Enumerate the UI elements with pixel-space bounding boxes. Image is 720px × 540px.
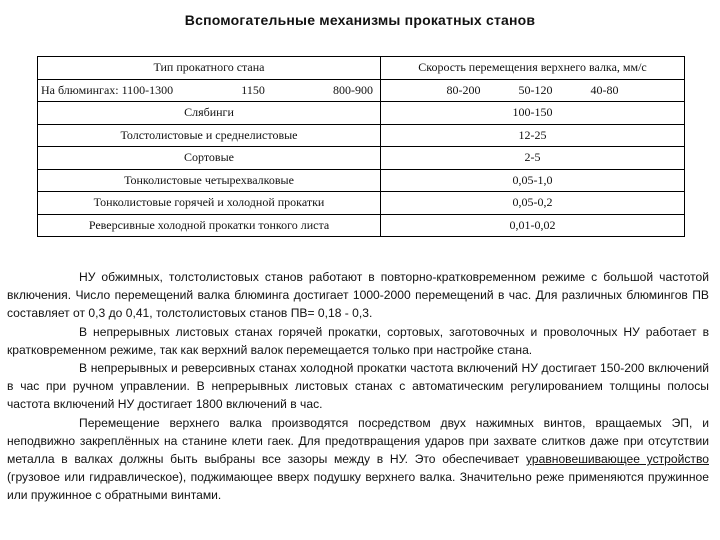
mill-type-cell: Тонколистовые горячей и холодной прокатки [38, 192, 381, 215]
speed-cell: 0,01-0,02 [381, 214, 685, 237]
balancing-device-term: уравновешивающее устройство [525, 452, 709, 467]
blooming-label: На блюмингах: 1100-1300 [41, 82, 174, 97]
speed-cell: 100-150 [381, 102, 685, 125]
blooming-value-3: 800-900 [332, 82, 373, 97]
table-row [38, 147, 685, 170]
mill-type-cell: Сортовые [38, 147, 381, 170]
blooming-speed-3: 40-80 [590, 82, 619, 97]
speed-cell: 0,05-1,0 [381, 169, 685, 192]
paragraph-screw-drive-start: Перемещение верхнего валка производятся посредством двух нажимных винтов, вращаемых ЭП, и неподвижно закреплённых на станине клети гаек. Для предотвращения ударов при захвате слитков даже при отсутствии металла в валках должны быть выбраны все зазоры между в НУ. Это обеспечивает [7, 415, 709, 467]
paragraph-screw-drive [7, 414, 709, 505]
table-header-row [38, 57, 685, 80]
table-row [38, 214, 685, 237]
paragraph-duty-cycle: НУ обжимных, толстолистовых станов работают в повторно-кратковременном режиме с большой частотой включения. Число перемещений валка блюминга достигает 1000-2000 перемещений в час. Для различных блюмингов ПВ составляет от 0,3 до 0,41, толстолистовых станов ПВ= 0,18 - 0,3. [7, 270, 709, 321]
table-row [38, 192, 685, 215]
mill-type-cell: Тонколистовые четырехвалковые [38, 169, 381, 192]
header-mill-type: Тип прокатного стана [38, 57, 381, 80]
speed-cell: 0,05-0,2 [381, 192, 685, 215]
blooming-value-2: 1150 [241, 82, 265, 97]
body-text [7, 268, 709, 505]
mill-type-cell: Толстолистовые и среднелистовые [38, 124, 381, 147]
speed-cell: 12-25 [381, 124, 685, 147]
table-row [38, 124, 685, 147]
table-row [38, 169, 685, 192]
paragraph-cold-rolling: В непрерывных и реверсивных станах холодной прокатки частота включений НУ достигает 150-200 включений в час при ручном управлении. В непрерывных листовых станах с автоматическим регулированием толщины полосы частота включений НУ достигает 1800 включений в час. [7, 361, 709, 412]
rolling-mill-speed-table [37, 56, 685, 237]
table-row [38, 102, 685, 125]
mill-type-cell: Слябинги [38, 102, 381, 125]
blooming-speed-2: 50-120 [518, 82, 553, 97]
blooming-cell [38, 79, 381, 102]
table-row-blooming [38, 79, 685, 102]
blooming-speed-cell [381, 79, 685, 102]
paragraph-continuous-hot: В непрерывных листовых станах горячей прокатки, сортовых, заготовочных и проволочных НУ работает в кратковременном режиме, так как верхний валок перемещается только при настройке стана. [7, 324, 709, 357]
speed-cell: 2-5 [381, 147, 685, 170]
mill-type-cell: Реверсивные холодной прокатки тонкого листа [38, 214, 381, 237]
paragraph-screw-drive-end: (грузовое или гидравлическое), поджимающее вверх подушку верхнего валка. Значительно реже применяются пружинное или пружинное с обратными винтами. [7, 470, 709, 503]
header-roll-speed: Скорость перемещения верхнего валка, мм/с [381, 57, 685, 80]
page-title: Вспомогательные механизмы прокатных станов [184, 12, 536, 28]
blooming-speed-1: 80-200 [446, 82, 481, 97]
